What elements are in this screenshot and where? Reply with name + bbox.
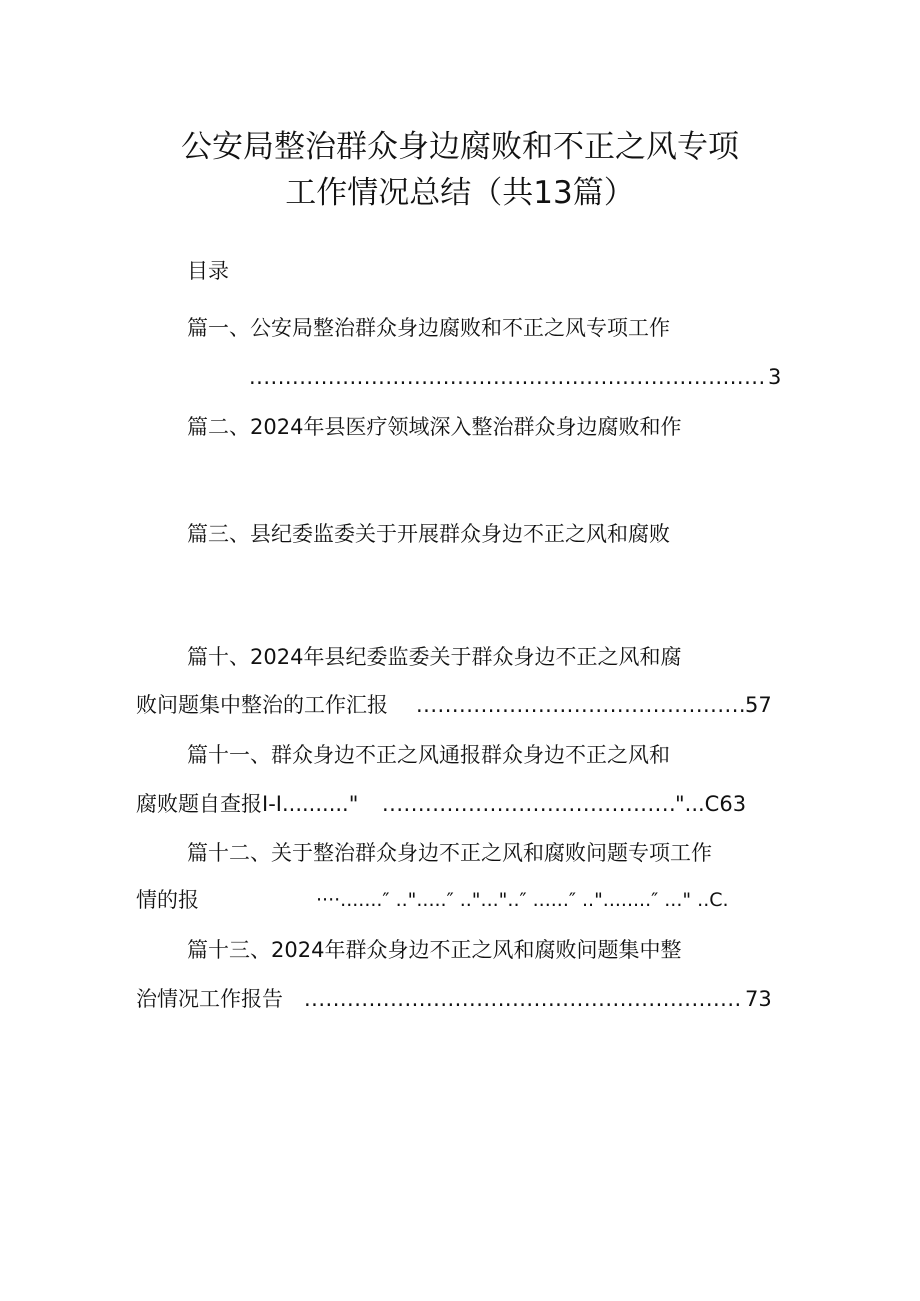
toc-entry-11-page: "...C63 [675, 792, 747, 816]
toc-heading: 目录 [187, 259, 229, 283]
toc-entry-13-leader [304, 985, 744, 1013]
toc-entry-12-leader-text: ····.......″ ..".....″ .."..."..″ ......″ .."........″ ..." ..C. [316, 889, 729, 911]
toc-entry-1-page: 3 [768, 365, 782, 389]
toc-entry-12-title: 篇十二、关于整治群众身边不正之风和腐败问题专项工作 [187, 841, 712, 865]
toc-entry-1-title: 篇一、公安局整治群众身边腐败和不正之风专项工作 [187, 316, 670, 340]
document-title-line-2: 工作情况总结（共13篇） [285, 175, 635, 211]
toc-entry-10-leader [416, 691, 744, 719]
toc-entry-2-title: 篇二、2024年县医疗领域深入整治群众身边腐败和作 [187, 415, 682, 439]
toc-entry-13-title: 篇十三、2024年群众身边不正之风和腐败问题集中整 [187, 938, 682, 962]
toc-entry-13-page: 73 [745, 987, 772, 1011]
toc-entry-12-title-cont: 情的报 [136, 888, 199, 912]
toc-entry-10-title: 篇十、2024年县纪委监委关于群众身边不正之风和腐 [187, 645, 682, 669]
toc-entry-11-title: 篇十一、群众身边不正之风通报群众身边不正之风和 [187, 743, 670, 767]
toc-entry-10-page: 57 [745, 693, 772, 717]
toc-entry-10-title-cont: 败问题集中整治的工作汇报 [136, 693, 388, 717]
toc-entry-13-title-cont: 治情况工作报告 [136, 987, 283, 1011]
toc-entry-3-title: 篇三、县纪委监委关于开展群众身边不正之风和腐败 [187, 522, 670, 546]
toc-entry-11-leader [382, 790, 674, 818]
document-title-line-1: 公安局整治群众身边腐败和不正之风专项 [181, 129, 739, 165]
toc-entry-1-leader [249, 363, 766, 391]
toc-entry-11-title-cont: 腐败题自查报I-I.........." [136, 792, 359, 816]
